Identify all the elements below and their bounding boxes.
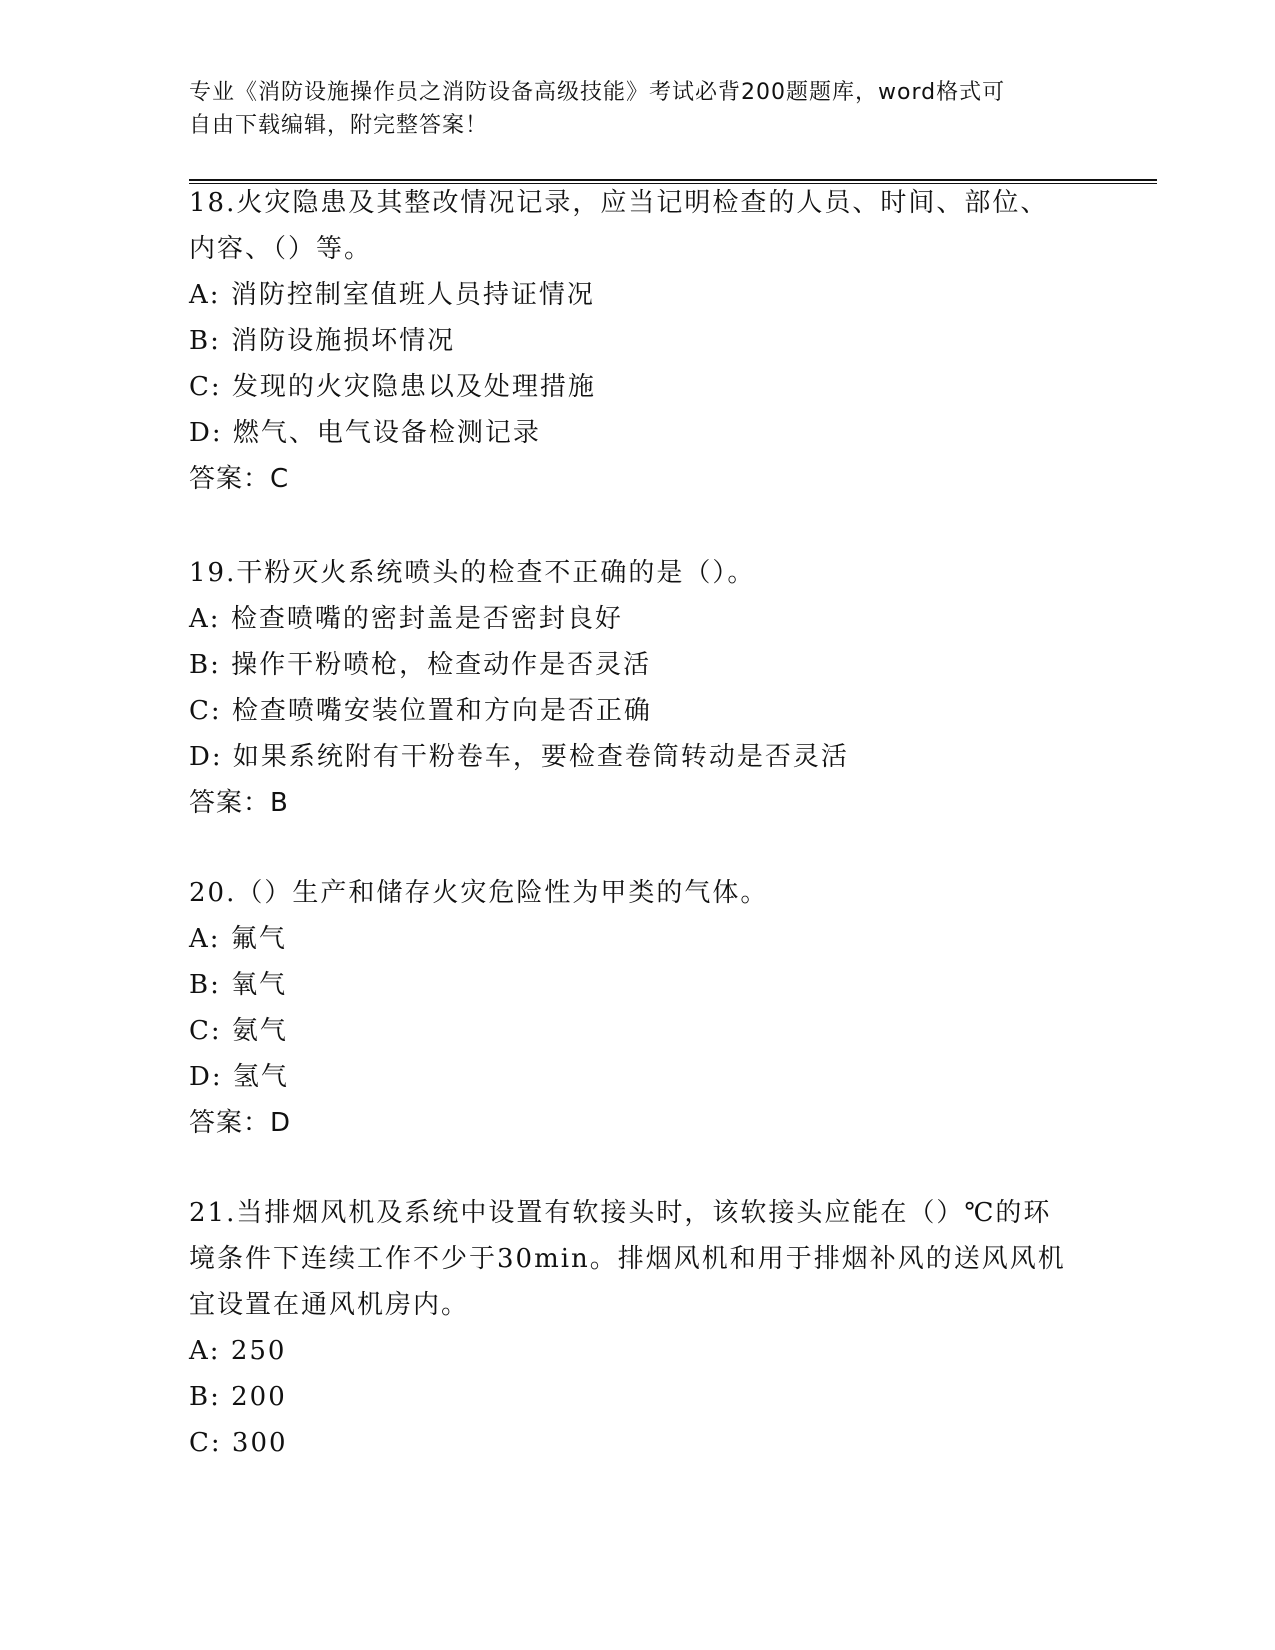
option-letter: A: xyxy=(189,924,221,954)
option-letter: B: xyxy=(189,326,221,356)
question-stem-line: 19.干粉灭火系统喷头的检查不正确的是（）。 xyxy=(189,558,756,588)
question-21 xyxy=(189,1190,1109,1466)
option-b xyxy=(189,318,1109,364)
header-line-2: 自由下载编辑，附完整答案！ xyxy=(189,113,489,138)
option-text: 氟气 xyxy=(230,924,287,954)
option-a xyxy=(189,1328,1109,1374)
option-letter: C: xyxy=(189,696,222,726)
option-text: 氢气 xyxy=(232,1062,289,1092)
option-text: 检查喷嘴安装位置和方向是否正确 xyxy=(231,696,652,726)
document-header xyxy=(189,76,1089,142)
option-a xyxy=(189,596,1109,642)
option-b xyxy=(189,962,1109,1008)
option-letter: B: xyxy=(189,1382,221,1412)
question-19 xyxy=(189,550,1109,826)
option-text: 如果系统附有干粉卷车，要检查卷筒转动是否灵活 xyxy=(232,742,849,772)
question-stem-line: 20.（）生产和储存火灾危险性为甲类的气体。 xyxy=(189,878,769,908)
option-letter: B: xyxy=(189,970,221,1000)
option-letter: C: xyxy=(189,1016,222,1046)
option-text: 氧气 xyxy=(231,970,288,1000)
option-text: 检查喷嘴的密封盖是否密封良好 xyxy=(230,604,623,634)
header-line-1: 专业《消防设施操作员之消防设备高级技能》考试必背200题题库，word格式可 xyxy=(189,80,1006,105)
option-letter: C: xyxy=(189,1428,222,1458)
option-letter: D: xyxy=(189,418,223,448)
option-b xyxy=(189,1374,1109,1420)
option-c xyxy=(189,688,1109,734)
option-letter: A: xyxy=(189,1336,221,1366)
option-text: 200 xyxy=(231,1382,287,1412)
option-text: 消防设施损坏情况 xyxy=(231,326,456,356)
option-c xyxy=(189,1420,1109,1466)
option-text: 氨气 xyxy=(231,1016,288,1046)
option-d xyxy=(189,1054,1109,1100)
answer-label: 答案：B xyxy=(189,788,289,818)
answer-label: 答案：C xyxy=(189,464,290,494)
option-c xyxy=(189,1008,1109,1054)
option-b xyxy=(189,642,1109,688)
option-letter: D: xyxy=(189,742,223,772)
option-letter: B: xyxy=(189,650,221,680)
question-stem-line: 内容、（）等。 xyxy=(189,234,373,264)
option-c xyxy=(189,364,1109,410)
answer-label: 答案：D xyxy=(189,1108,292,1138)
option-text: 消防控制室值班人员持证情况 xyxy=(230,280,595,310)
option-a xyxy=(189,916,1109,962)
question-20 xyxy=(189,870,1109,1146)
option-text: 燃气、电气设备检测记录 xyxy=(232,418,541,448)
option-text: 发现的火灾隐患以及处理措施 xyxy=(231,372,596,402)
option-letter: A: xyxy=(189,280,221,310)
question-stem-line: 21.当排烟风机及系统中设置有软接头时，该软接头应能在（）℃的环 xyxy=(189,1198,1052,1228)
option-letter: A: xyxy=(189,604,221,634)
option-text: 250 xyxy=(230,1336,287,1366)
question-18 xyxy=(189,180,1109,502)
question-stem-line: 境条件下连续工作不少于30min。排烟风机和用于排烟补风的送风风机 xyxy=(189,1244,1066,1274)
option-a xyxy=(189,272,1109,318)
option-text: 操作干粉喷枪，检查动作是否灵活 xyxy=(231,650,652,680)
option-d xyxy=(189,734,1109,780)
option-text: 300 xyxy=(231,1428,288,1458)
question-stem-line: 宜设置在通风机房内。 xyxy=(189,1290,470,1320)
question-stem-line: 18.火灾隐患及其整改情况记录，应当记明检查的人员、时间、部位、 xyxy=(189,188,1049,218)
option-letter: D: xyxy=(189,1062,223,1092)
option-letter: C: xyxy=(189,372,222,402)
option-d xyxy=(189,410,1109,456)
